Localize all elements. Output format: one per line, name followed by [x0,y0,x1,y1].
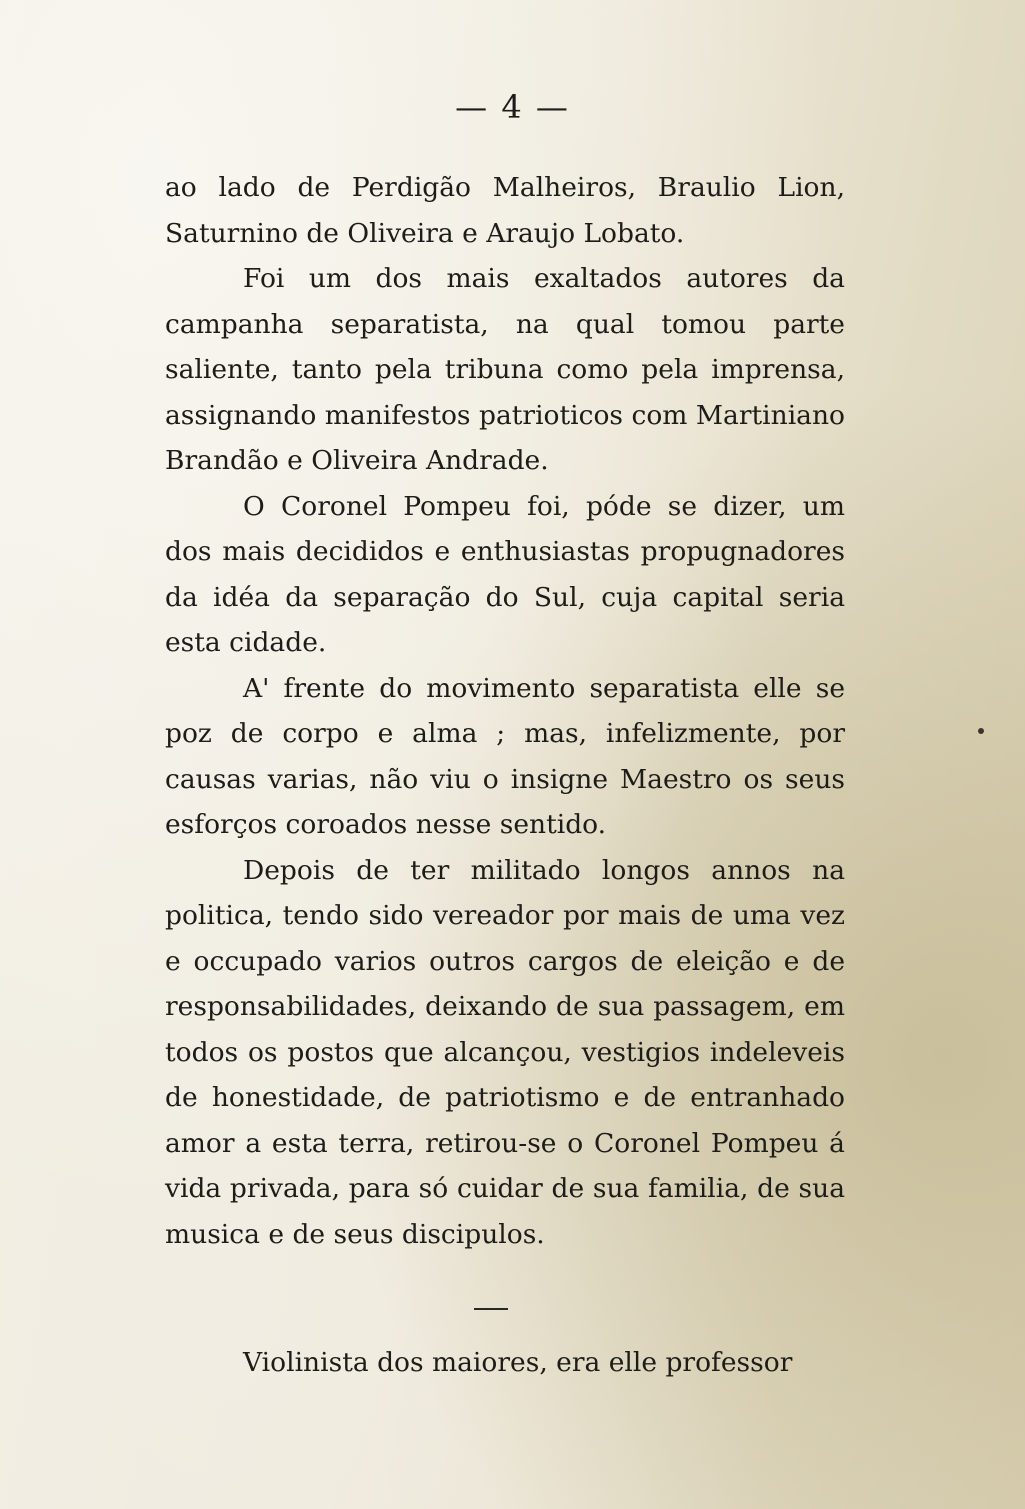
paragraph-6: Violinista dos maiores, era elle professor [243,1347,793,1378]
section-divider [474,1308,508,1310]
paragraph-3: O Coronel Pompeu foi, póde se dizer, um dos mais decididos e enthusiastas propugnadores da idéa da separação do Sul, cuja capital seria esta cidade. [165,490,845,658]
body-text [165,165,845,1257]
paragraph-1: ao lado de Perdigão Malheiros, Braulio Lion, Saturnino de Oliveira e Araujo Lobato. [165,172,845,249]
paragraph-2: Foi um dos mais exaltados autores da campanha separatista, na qual tomou parte saliente, tanto pela tribuna como pela imprensa, assignando manifestos patrioticos com Martiniano Brandão e Oliveira Andrade. [165,263,845,476]
page-number: — 4 — [455,88,570,126]
paragraph-5: Depois de ter militado longos annos na politica, tendo sido vereador por mais de uma vez e occupado varios outros cargos de eleição e de responsabilidades, deixando de sua passagem, em todos os postos que alcançou, vestigios indeleveis de honestidade, de patriotismo e de entranhado amor a esta terra, retirou-se o Coronel Pompeu á vida privada, para só cuidar de sua familia, de sua musica e de seus discipulos. [165,854,845,1250]
paragraph-4: A' frente do movimento separatista elle se poz de corpo e alma ; mas, infelizmente, por causas varias, não viu o insigne Maestro os seus esforços coroados nesse sentido. [165,672,845,840]
ink-speck [978,728,984,734]
